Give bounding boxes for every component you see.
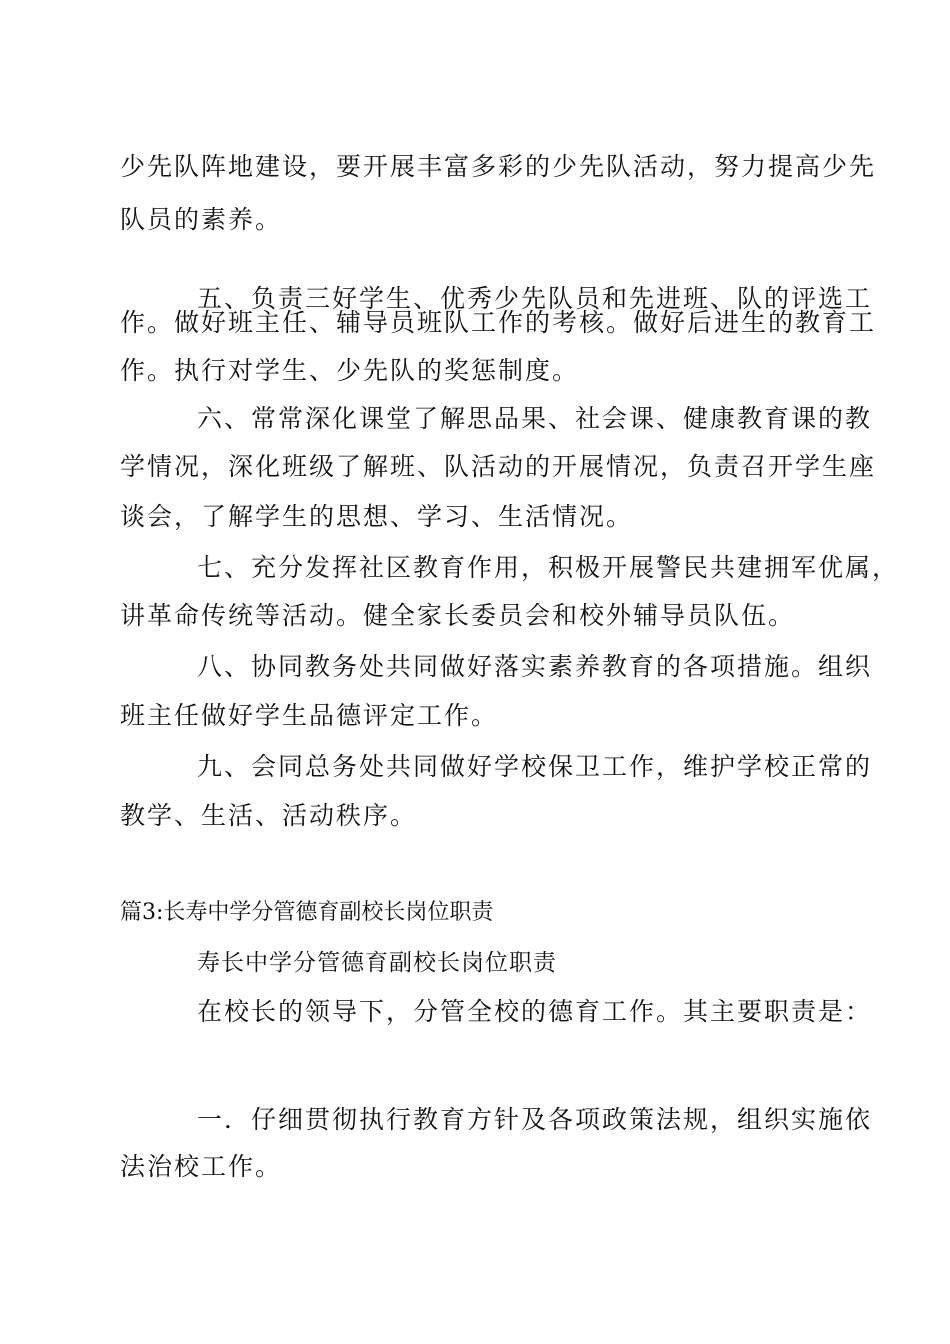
text-line: 讲革命传统等活动。健全家长委员会和校外辅导员队伍。 bbox=[120, 601, 796, 630]
text-line: 教学、生活、活动秩序。 bbox=[120, 801, 418, 830]
text-line: 队员的素养。 bbox=[120, 205, 283, 234]
document-title: 寿长中学分管德育副校长岗位职责 bbox=[197, 950, 557, 976]
text-line: 作。做好班主任、辅导员班队工作的考核。做好后进生的教育工 bbox=[120, 308, 877, 337]
paragraph-nine-line: 九、会同总务处共同做好学校保卫工作，维护学校正常的 bbox=[197, 752, 873, 781]
paragraph-six-line: 六、常常深化课堂了解思品果、社会课、健康教育课的教 bbox=[197, 404, 873, 433]
paragraph-seven-line: 七、充分发挥社区教育作用，积极开展警民共建拥军优属， bbox=[197, 553, 900, 582]
paragraph-eight-line: 八、协同教务处共同做好落实素养教育的各项措施。组织 bbox=[197, 652, 873, 681]
text-line: 法治校工作。 bbox=[120, 1152, 283, 1181]
text-line: 学情况，深化班级了解班、队活动的开展情况，负责召开学生座 bbox=[120, 452, 877, 481]
text-line: 班主任做好学生品德评定工作。 bbox=[120, 701, 499, 730]
intro-line: 在校长的领导下，分管全校的德育工作。其主要职责是： bbox=[197, 997, 873, 1026]
section-heading: 篇3:长寿中学分管德育副校长岗位职责 bbox=[120, 900, 494, 925]
text-line: 谈会，了解学生的思想、学习、生活情况。 bbox=[120, 502, 634, 531]
text-line: 作。执行对学生、少先队的奖惩制度。 bbox=[120, 356, 580, 385]
paragraph-five-line: 五、负责三好学生、优秀少先队员和先进班、队的评选工 bbox=[197, 284, 873, 313]
text-line: 少先队阵地建设，要开展丰富多彩的少先队活动，努力提高少先 bbox=[120, 152, 877, 181]
paragraph-one-line: 一．仔细贯彻执行教育方针及各项政策法规，组织实施依 bbox=[197, 1105, 873, 1134]
